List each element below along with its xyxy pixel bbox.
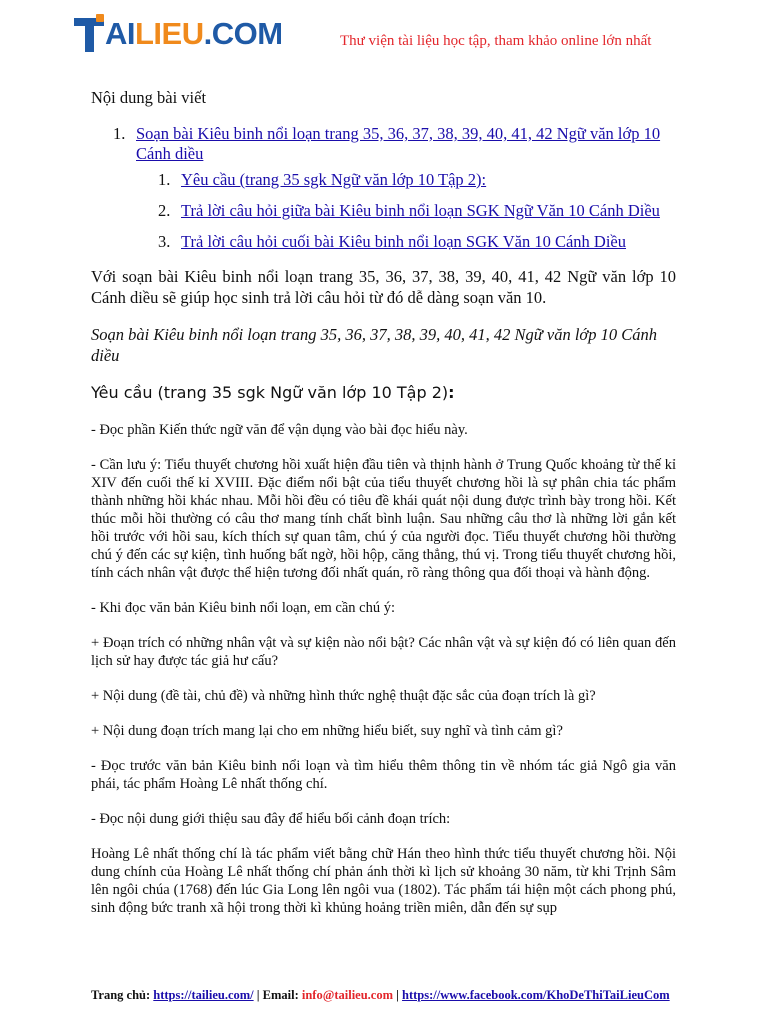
toc-subitem: [136, 170, 676, 190]
toc-link-cuoi-bai[interactable]: Trả lời câu hỏi cuối bài Kiêu binh nổi loạn SGK Văn 10 Cánh Diều: [181, 232, 627, 251]
logo-wordmark: [105, 14, 283, 54]
section-heading-text: Yêu cầu (trang 35 sgk Ngữ văn lớp 10 Tập 2): [91, 383, 449, 402]
page-header: [0, 0, 768, 70]
article-subtitle: Soạn bài Kiêu binh nổi loạn trang 35, 36, 37, 38, 39, 40, 41, 42 Ngữ văn lớp 10 Cánh diều: [91, 325, 657, 365]
section-heading: [91, 382, 676, 404]
toc-subitem-number: 1.: [158, 170, 171, 189]
toc-subitem: [136, 232, 676, 252]
footer-separator: | Email:: [253, 988, 302, 1002]
footer-home-label: Trang chủ:: [91, 988, 154, 1002]
logo-lieu: LIEU: [135, 16, 204, 51]
logo-t-mark-icon: [74, 14, 104, 54]
body-paragraph: + Nội dung (đề tài, chủ đề) và những hình thức nghệ thuật đặc sắc của đoạn trích là gì?: [91, 688, 596, 704]
body-paragraph: + Đoạn trích có những nhân vật và sự kiện nào nổi bật? Các nhân vật và sự kiện đó có liên quan đến lịch sử hay được tác giả hư cấu?: [91, 635, 676, 669]
toc-sublist: [136, 170, 676, 252]
body-paragraph: + Nội dung đoạn trích mang lại cho em những hiểu biết, suy nghĩ và tình cảm gì?: [91, 723, 563, 739]
toc-link-giua-bai[interactable]: Trả lời câu hỏi giữa bài Kiêu binh nổi loạn SGK Ngữ Văn 10 Cánh Diều: [181, 201, 660, 220]
logo-ai: AI: [105, 16, 135, 51]
footer-separator: |: [393, 988, 403, 1002]
toc-subitem-number: 3.: [158, 232, 171, 251]
toc-item-number: 1.: [113, 124, 126, 143]
tailieu-logo[interactable]: [74, 12, 283, 56]
body-paragraph: - Cần lưu ý: Tiểu thuyết chương hồi xuất hiện đầu tiên và thịnh hành ở Trung Quốc khoảng từ thế kỉ XIV đến cuối thế kỉ XVIII. Đặc điểm nổi bật của tiểu thuyết chương hồi là sự phân chia tác phẩm thành những hồi khác nhau. Mỗi hồi đều có tiêu đề khái quát nội dung được trình bày trong hồi. Kết thúc mỗi hồi thường có câu thơ mang tính chất bình luận. Sau những câu thơ là những lời gắn kết hồi trước với hồi sau, kích thích sự quan tâm, chú ý của người đọc. Tiểu thuyết chương hồi thường chú ý đến các sự kiện, tình huống bất ngờ, hồi hộp, căng thẳng, thú vị. Trong tiểu thuyết chương hồi, tính cách nhân vật được thể hiện tương đối nhất quán, rõ ràng thông qua đối thoại và hành động.: [91, 457, 676, 581]
body-paragraph: - Khi đọc văn bản Kiêu binh nổi loạn, em cần chú ý:: [91, 600, 396, 616]
footer-email[interactable]: info@tailieu.com: [301, 988, 394, 1002]
table-of-contents: [91, 124, 676, 252]
toc-subitem: [136, 201, 676, 221]
footer-home-link[interactable]: https://tailieu.com/: [153, 988, 254, 1002]
toc-title: Nội dung bài viết: [91, 88, 207, 107]
body-paragraph: Hoàng Lê nhất thống chí là tác phẩm viết bằng chữ Hán theo hình thức tiểu thuyết chương hồi. Nội dung chính của Hoàng Lê nhất thống chí phản ánh thời kì lịch sử khoảng 30 năm, từ khi Trịnh Sâm lên ngôi chúa (1768) đến lúc Gia Long lên ngôi vua (1802). Tác phẩm tái hiện một cách phong phú, sinh động bức tranh xã hội trong thời kì khủng hoảng triền miên, dẫn đến sự sụp: [91, 846, 676, 916]
body-paragraph: - Đọc nội dung giới thiệu sau đây để hiểu bối cảnh đoạn trích:: [91, 811, 451, 827]
section-heading-colon: :: [448, 383, 455, 402]
header-tagline: Thư viện tài liệu học tập, tham khảo online lớn nhất: [340, 33, 652, 49]
page-footer: [91, 988, 691, 1003]
intro-paragraph: Với soạn bài Kiêu binh nổi loạn trang 35, 36, 37, 38, 39, 40, 41, 42 Ngữ văn lớp 10 Cánh diều sẽ giúp học sinh trả lời câu hỏi từ đó dễ dàng soạn văn 10.: [91, 267, 676, 307]
body-paragraph: - Đọc phần Kiến thức ngữ văn để vận dụng vào bài đọc hiểu này.: [91, 422, 468, 438]
article-content: [91, 88, 676, 917]
toc-link-yeu-cau[interactable]: Yêu cầu (trang 35 sgk Ngữ văn lớp 10 Tập 2):: [181, 170, 487, 189]
logo-dot-com: .COM: [203, 16, 283, 51]
toc-subitem-number: 2.: [158, 201, 171, 220]
toc-item: [91, 124, 676, 252]
footer-facebook-link[interactable]: https://www.facebook.com/KhoDeThiTaiLieuCom: [402, 988, 670, 1002]
body-paragraph: - Đọc trước văn bản Kiêu binh nổi loạn và tìm hiểu thêm thông tin về nhóm tác giả Ngô gia văn phái, tác phẩm Hoàng Lê nhất thống chí.: [91, 758, 676, 792]
toc-link-main[interactable]: Soạn bài Kiêu binh nổi loạn trang 35, 36, 37, 38, 39, 40, 41, 42 Ngữ văn lớp 10 Cánh diều: [136, 124, 661, 163]
